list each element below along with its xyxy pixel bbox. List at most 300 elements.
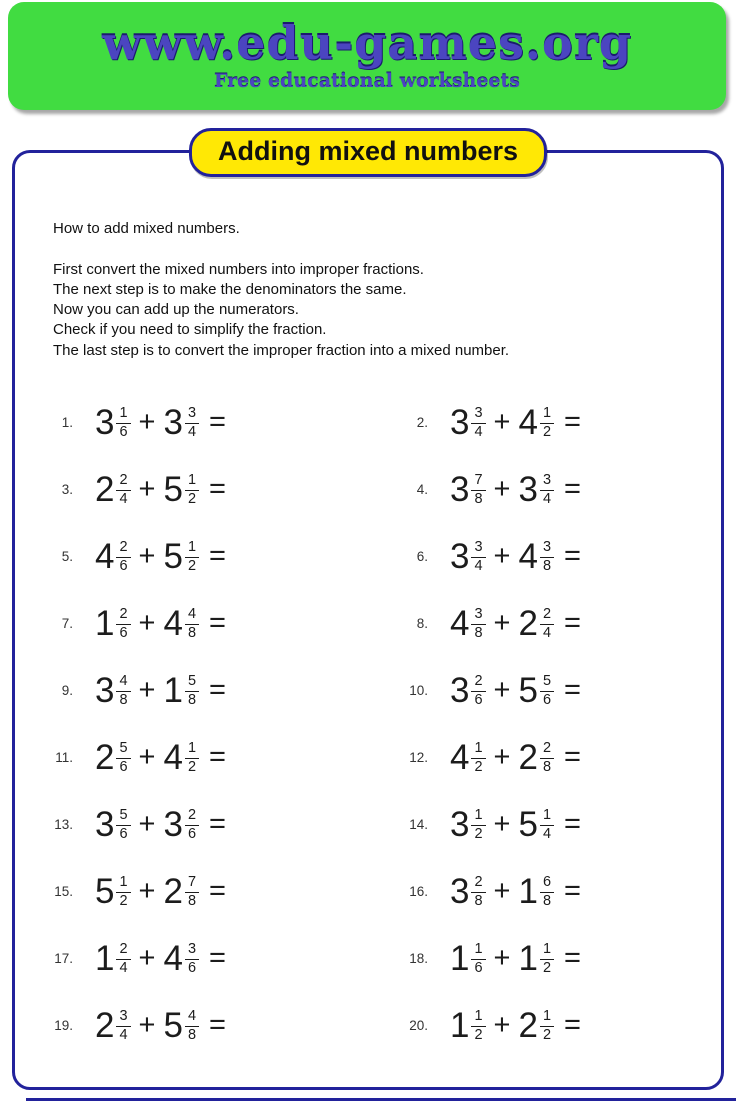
fraction: [116, 808, 130, 843]
numerator: 5: [540, 674, 554, 692]
numerator: 1: [471, 942, 485, 960]
plus-operator: +: [138, 874, 156, 907]
denominator: 8: [542, 557, 552, 574]
denominator: 6: [119, 624, 128, 641]
worksheet-sheet: [12, 150, 724, 1090]
numerator: 1: [185, 473, 199, 491]
instruction-line: Check if you need to simplify the fraction.: [53, 321, 327, 339]
whole-number: 3: [518, 469, 538, 509]
numerator: 1: [471, 808, 485, 826]
whole-number: 3: [450, 871, 470, 911]
whole-number: 5: [95, 871, 115, 911]
fraction: [471, 1009, 485, 1044]
fraction: [471, 741, 485, 776]
problem-number: 12.: [409, 749, 428, 765]
denominator: 8: [474, 624, 483, 641]
fraction: [540, 540, 554, 575]
problem-row: [43, 868, 398, 914]
fraction: [471, 607, 485, 642]
problem-expression: [450, 670, 581, 710]
equals-sign: =: [209, 606, 226, 639]
fraction: [471, 942, 485, 977]
whole-number: 1: [95, 603, 115, 643]
denominator: 8: [187, 691, 197, 708]
denominator: 4: [187, 423, 197, 440]
whole-number: 5: [163, 469, 183, 509]
whole-number: 4: [163, 737, 183, 777]
plus-operator: +: [493, 941, 511, 974]
mixed-number-second: [518, 536, 554, 576]
fraction: [116, 875, 130, 910]
denominator: 2: [474, 825, 483, 842]
denominator: 6: [119, 423, 128, 440]
site-tagline: Free educational worksheets: [213, 70, 520, 92]
denominator: 8: [187, 1026, 197, 1043]
numerator: 7: [471, 473, 485, 491]
fraction: [471, 473, 485, 508]
plus-operator: +: [493, 405, 511, 438]
problem-expression: [95, 804, 226, 844]
numerator: 2: [471, 674, 485, 692]
bottom-divider-line: [26, 1098, 736, 1101]
fraction: [540, 607, 554, 642]
mixed-number-second: [163, 804, 199, 844]
plus-operator: +: [138, 1008, 156, 1041]
fraction: [471, 875, 485, 910]
plus-operator: +: [493, 673, 511, 706]
denominator: 6: [187, 825, 197, 842]
denominator: 4: [542, 825, 552, 842]
whole-number: 5: [163, 1005, 183, 1045]
mixed-number-second: [163, 469, 199, 509]
mixed-number-first: [95, 536, 131, 576]
problem-expression: [95, 737, 226, 777]
equals-sign: =: [564, 405, 581, 438]
numerator: 1: [471, 741, 485, 759]
fraction: [540, 674, 554, 709]
numerator: 4: [185, 1009, 199, 1027]
plus-operator: +: [493, 874, 511, 907]
problem-number: 5.: [61, 548, 73, 564]
numerator: 3: [116, 1009, 130, 1027]
problems-grid: [43, 399, 705, 1048]
denominator: 8: [542, 892, 552, 909]
whole-number: 1: [450, 938, 470, 978]
numerator: 1: [540, 406, 554, 424]
mixed-number-first: [95, 603, 131, 643]
plus-operator: +: [138, 405, 156, 438]
mixed-number-first: [450, 871, 486, 911]
mixed-number-first: [450, 1005, 486, 1045]
mixed-number-first: [450, 402, 486, 442]
plus-operator: +: [138, 606, 156, 639]
problem-row: [398, 600, 705, 646]
equals-sign: =: [564, 874, 581, 907]
whole-number: 4: [518, 402, 538, 442]
site-title: www.edu-games.org: [101, 16, 633, 70]
mixed-number-second: [163, 1005, 199, 1045]
mixed-number-first: [95, 804, 131, 844]
instruction-line: [53, 239, 691, 259]
denominator: 8: [474, 490, 483, 507]
fraction: [185, 473, 199, 508]
problem-row: [398, 667, 705, 713]
problem-row: [398, 935, 705, 981]
fraction: [471, 674, 485, 709]
whole-number: 1: [95, 938, 115, 978]
fraction: [540, 808, 554, 843]
fraction: [116, 540, 130, 575]
whole-number: 3: [95, 670, 115, 710]
problem-number: 20.: [409, 1017, 428, 1033]
fraction: [185, 741, 199, 776]
problem-number: 10.: [409, 682, 428, 698]
problem-expression: [95, 402, 226, 442]
mixed-number-second: [163, 536, 199, 576]
numerator: 3: [471, 607, 485, 625]
whole-number: 3: [450, 469, 470, 509]
problem-expression: [95, 670, 226, 710]
plus-operator: +: [138, 673, 156, 706]
problem-expression: [95, 871, 226, 911]
whole-number: 5: [163, 536, 183, 576]
numerator: 3: [540, 540, 554, 558]
denominator: 6: [119, 557, 128, 574]
fraction: [471, 540, 485, 575]
problem-row: [43, 734, 398, 780]
plus-operator: +: [138, 539, 156, 572]
plus-operator: +: [138, 740, 156, 773]
problem-number: 9.: [61, 682, 73, 698]
equals-sign: =: [209, 472, 226, 505]
problem-row: [398, 1002, 705, 1048]
numerator: 1: [185, 741, 199, 759]
numerator: 5: [185, 674, 199, 692]
whole-number: 1: [518, 871, 538, 911]
fraction: [116, 473, 130, 508]
whole-number: 4: [518, 536, 538, 576]
mixed-number-first: [450, 670, 486, 710]
fraction: [185, 607, 199, 642]
problem-number: 1.: [61, 414, 73, 430]
denominator: 8: [474, 892, 483, 909]
fraction: [540, 875, 554, 910]
denominator: 2: [187, 557, 197, 574]
numerator: 1: [540, 942, 554, 960]
numerator: 5: [116, 741, 130, 759]
fraction: [116, 607, 130, 642]
denominator: 8: [542, 758, 552, 775]
problem-number: 4.: [416, 481, 428, 497]
denominator: 2: [187, 490, 197, 507]
mixed-number-first: [95, 1005, 131, 1045]
denominator: 2: [542, 423, 552, 440]
equals-sign: =: [564, 472, 581, 505]
mixed-number-second: [518, 871, 554, 911]
problem-expression: [450, 402, 581, 442]
mixed-number-second: [163, 871, 199, 911]
problem-row: [43, 801, 398, 847]
plus-operator: +: [138, 941, 156, 974]
problem-expression: [95, 603, 226, 643]
instruction-line: Now you can add up the numerators.: [53, 301, 299, 319]
plus-operator: +: [493, 740, 511, 773]
whole-number: 3: [95, 804, 115, 844]
denominator: 4: [474, 423, 483, 440]
problem-expression: [450, 603, 581, 643]
denominator: 6: [119, 758, 128, 775]
problem-row: [43, 399, 398, 445]
mixed-number-second: [518, 402, 554, 442]
problem-number: 19.: [54, 1017, 73, 1033]
problem-number: 18.: [409, 950, 428, 966]
problem-number: 16.: [409, 883, 428, 899]
plus-operator: +: [493, 472, 511, 505]
problem-number: 2.: [416, 414, 428, 430]
fraction: [185, 674, 199, 709]
fraction: [471, 808, 485, 843]
instruction-line: The next step is to make the denominators the same.: [53, 280, 407, 298]
equals-sign: =: [209, 673, 226, 706]
whole-number: 4: [450, 737, 470, 777]
denominator: 2: [542, 1026, 552, 1043]
mixed-number-first: [450, 536, 486, 576]
problem-expression: [95, 536, 226, 576]
worksheet-title: Adding mixed numbers: [189, 128, 547, 177]
instruction-line: First convert the mixed numbers into improper fractions.: [53, 260, 424, 278]
mixed-number-second: [518, 1005, 554, 1045]
problem-row: [398, 734, 705, 780]
problem-row: [43, 466, 398, 512]
whole-number: 2: [518, 737, 538, 777]
whole-number: 3: [450, 536, 470, 576]
mixed-number-first: [95, 670, 131, 710]
equals-sign: =: [209, 1008, 226, 1041]
mixed-number-second: [163, 603, 199, 643]
fraction: [185, 1009, 199, 1044]
equals-sign: =: [564, 606, 581, 639]
denominator: 4: [119, 490, 128, 507]
whole-number: 4: [450, 603, 470, 643]
numerator: 4: [185, 607, 199, 625]
equals-sign: =: [209, 874, 226, 907]
numerator: 2: [116, 607, 130, 625]
equals-sign: =: [564, 740, 581, 773]
denominator: 4: [542, 624, 552, 641]
fraction: [540, 473, 554, 508]
mixed-number-first: [95, 871, 131, 911]
denominator: 6: [542, 691, 552, 708]
denominator: 2: [542, 959, 552, 976]
numerator: 1: [185, 540, 199, 558]
whole-number: 1: [518, 938, 538, 978]
mixed-number-first: [95, 402, 131, 442]
mixed-number-first: [450, 737, 486, 777]
fraction: [540, 741, 554, 776]
equals-sign: =: [564, 941, 581, 974]
denominator: 2: [187, 758, 197, 775]
numerator: 2: [540, 607, 554, 625]
fraction: [185, 808, 199, 843]
equals-sign: =: [209, 405, 226, 438]
denominator: 6: [187, 959, 197, 976]
fraction: [116, 406, 130, 441]
mixed-number-second: [163, 737, 199, 777]
problem-expression: [95, 469, 226, 509]
numerator: 3: [185, 406, 199, 424]
numerator: 1: [471, 1009, 485, 1027]
numerator: 2: [540, 741, 554, 759]
whole-number: 4: [95, 536, 115, 576]
equals-sign: =: [209, 740, 226, 773]
numerator: 2: [116, 942, 130, 960]
whole-number: 2: [518, 603, 538, 643]
denominator: 2: [119, 892, 128, 909]
numerator: 7: [185, 875, 199, 893]
mixed-number-first: [450, 804, 486, 844]
whole-number: 2: [163, 871, 183, 911]
problem-row: [398, 868, 705, 914]
plus-operator: +: [493, 807, 511, 840]
problem-number: 3.: [61, 481, 73, 497]
equals-sign: =: [564, 673, 581, 706]
denominator: 8: [119, 691, 128, 708]
equals-sign: =: [564, 1008, 581, 1041]
problem-number: 6.: [416, 548, 428, 564]
problem-row: [43, 935, 398, 981]
numerator: 3: [540, 473, 554, 491]
mixed-number-second: [518, 737, 554, 777]
equals-sign: =: [209, 807, 226, 840]
numerator: 1: [540, 808, 554, 826]
problem-row: [398, 399, 705, 445]
mixed-number-second: [163, 670, 199, 710]
equals-sign: =: [564, 539, 581, 572]
numerator: 5: [116, 808, 130, 826]
numerator: 4: [116, 674, 130, 692]
problem-row: [398, 801, 705, 847]
numerator: 2: [471, 875, 485, 893]
mixed-number-second: [518, 603, 554, 643]
fraction: [116, 942, 130, 977]
numerator: 2: [185, 808, 199, 826]
mixed-number-first: [450, 603, 486, 643]
denominator: 4: [474, 557, 483, 574]
whole-number: 3: [163, 804, 183, 844]
denominator: 6: [474, 691, 483, 708]
whole-number: 5: [518, 670, 538, 710]
problem-number: 15.: [54, 883, 73, 899]
mixed-number-first: [450, 938, 486, 978]
problem-row: [43, 667, 398, 713]
problem-expression: [450, 469, 581, 509]
denominator: 4: [119, 1026, 128, 1043]
denominator: 8: [187, 624, 197, 641]
whole-number: 1: [163, 670, 183, 710]
problem-number: 8.: [416, 615, 428, 631]
mixed-number-second: [518, 804, 554, 844]
fraction: [540, 942, 554, 977]
whole-number: 3: [450, 670, 470, 710]
whole-number: 4: [163, 603, 183, 643]
numerator: 1: [116, 406, 130, 424]
fraction: [185, 942, 199, 977]
plus-operator: +: [493, 606, 511, 639]
denominator: 6: [474, 959, 483, 976]
denominator: 6: [119, 825, 128, 842]
mixed-number-first: [450, 469, 486, 509]
mixed-number-second: [163, 938, 199, 978]
numerator: 2: [116, 473, 130, 491]
problem-expression: [450, 804, 581, 844]
problem-number: 17.: [54, 950, 73, 966]
fraction: [116, 741, 130, 776]
instructions: [53, 219, 691, 361]
whole-number: 3: [163, 402, 183, 442]
mixed-number-first: [95, 938, 131, 978]
problem-number: 7.: [61, 615, 73, 631]
whole-number: 3: [450, 804, 470, 844]
numerator: 1: [540, 1009, 554, 1027]
problem-number: 14.: [409, 816, 428, 832]
mixed-number-first: [95, 469, 131, 509]
equals-sign: =: [564, 807, 581, 840]
mixed-number-second: [163, 402, 199, 442]
mixed-number-second: [518, 670, 554, 710]
denominator: 2: [474, 758, 483, 775]
plus-operator: +: [138, 472, 156, 505]
instruction-line: The last step is to convert the improper fraction into a mixed number.: [53, 341, 510, 359]
numerator: 1: [116, 875, 130, 893]
whole-number: 3: [95, 402, 115, 442]
problem-expression: [450, 1005, 581, 1045]
denominator: 2: [474, 1026, 483, 1043]
numerator: 3: [471, 540, 485, 558]
whole-number: 2: [518, 1005, 538, 1045]
whole-number: 2: [95, 737, 115, 777]
problem-expression: [450, 871, 581, 911]
plus-operator: +: [138, 807, 156, 840]
plus-operator: +: [493, 1008, 511, 1041]
whole-number: 5: [518, 804, 538, 844]
instruction-line: How to add mixed numbers.: [53, 220, 240, 237]
mixed-number-first: [95, 737, 131, 777]
fraction: [185, 406, 199, 441]
problem-number: 13.: [54, 816, 73, 832]
fraction: [116, 1009, 130, 1044]
numerator: 3: [471, 406, 485, 424]
problem-row: [43, 533, 398, 579]
problem-expression: [95, 938, 226, 978]
plus-operator: +: [493, 539, 511, 572]
whole-number: 4: [163, 938, 183, 978]
problem-row: [43, 600, 398, 646]
fraction: [116, 674, 130, 709]
problem-row: [398, 466, 705, 512]
whole-number: 1: [450, 1005, 470, 1045]
equals-sign: =: [209, 941, 226, 974]
numerator: 6: [540, 875, 554, 893]
problem-expression: [450, 938, 581, 978]
denominator: 8: [187, 892, 197, 909]
equals-sign: =: [209, 539, 226, 572]
mixed-number-second: [518, 938, 554, 978]
whole-number: 2: [95, 1005, 115, 1045]
mixed-number-second: [518, 469, 554, 509]
denominator: 4: [542, 490, 552, 507]
problem-expression: [450, 737, 581, 777]
problem-row: [398, 533, 705, 579]
